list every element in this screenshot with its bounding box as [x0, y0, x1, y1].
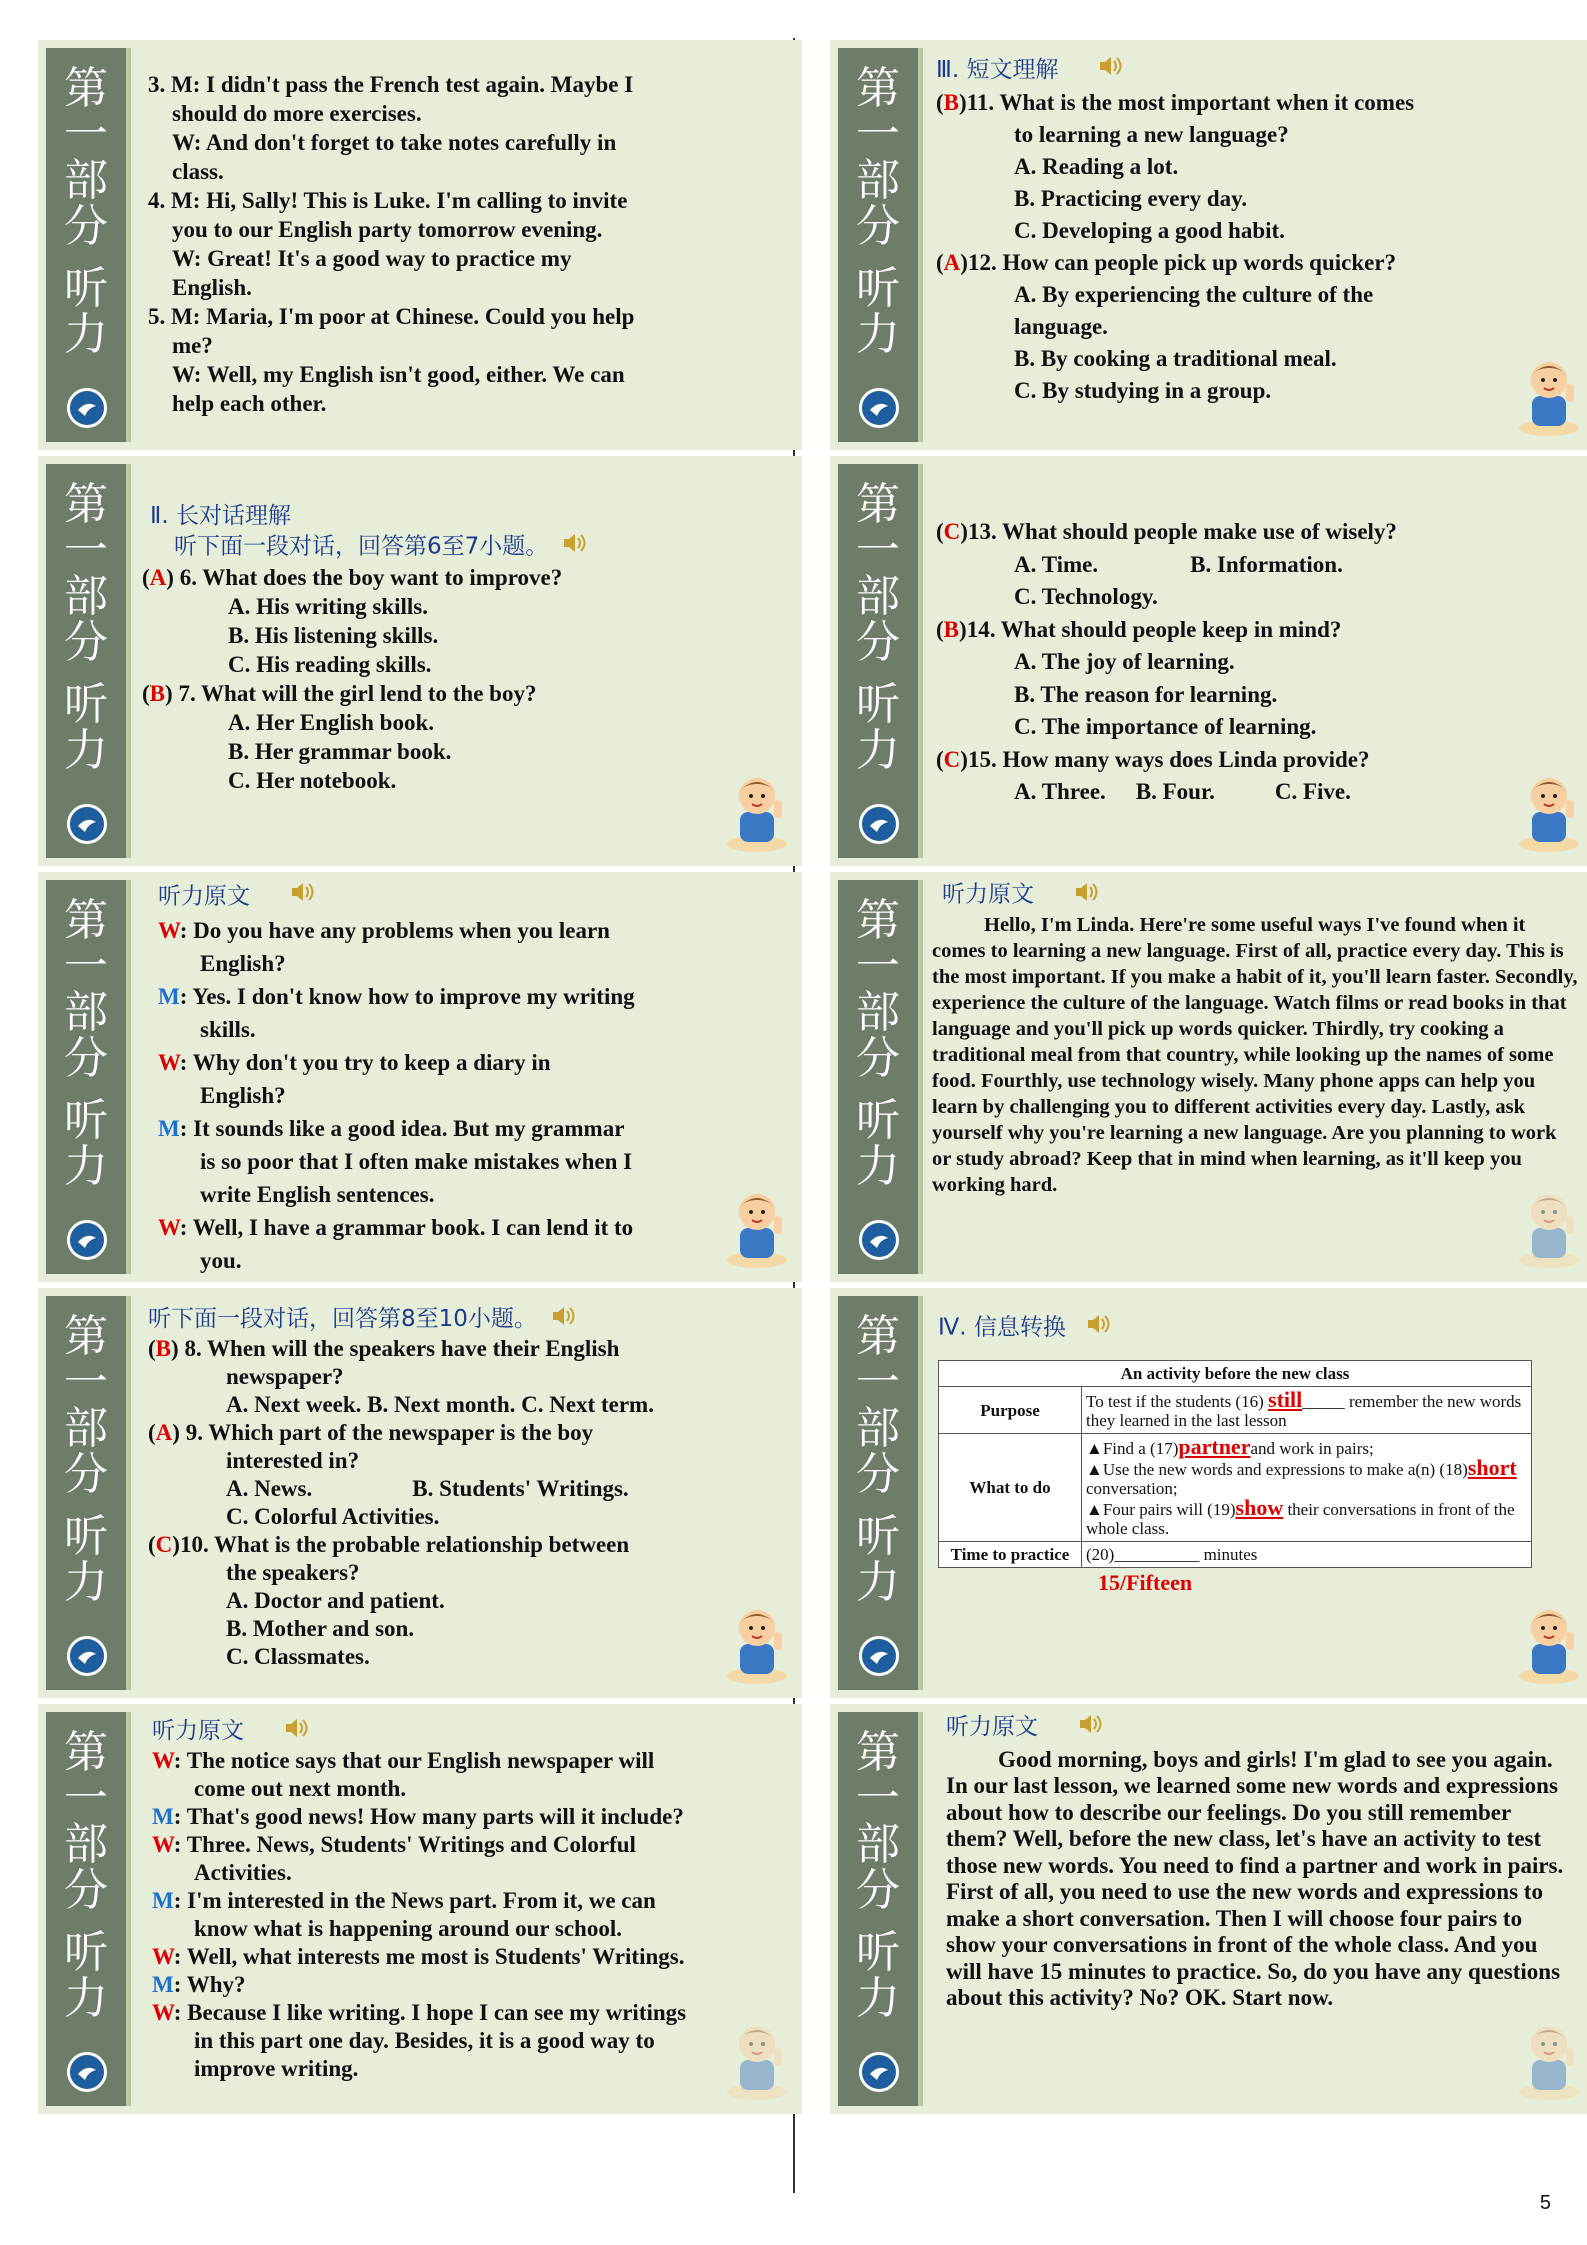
- school-logo-icon: [67, 2052, 107, 2092]
- transcript-paragraph: Hello, I'm Linda. Here're some useful ways I've found when it comes to learning a new language. First of all, practice every day. This is the most important. If you make a habit of it, you'll learn faster. Secondly, experience the culture of the language. Watch films or read books in that language and you'll pick up words quicker. Thirdly, try cooking a traditional meal from that country, while looking up the names of some food. Fourthly, use technology wisely. Many phone apps can help you learn by challenging you to different activities every day. Lastly, ask yourself why you're learning a new language. Are you planning to work or study abroad? Keep that in mind when learning, as it'll keep you working hard.: [932, 914, 1578, 1196]
- cartoon-student-icon: [722, 2014, 792, 2104]
- speaker-icon[interactable]: [290, 880, 316, 914]
- question-11: (B)11. What is the most important when it comes: [936, 90, 1415, 115]
- option: C. Classmates.: [226, 1644, 370, 1669]
- sidebar: [46, 464, 126, 858]
- school-logo-icon: [859, 804, 899, 844]
- option: B. The reason for learning.: [1014, 681, 1278, 707]
- sidebar-title: 第 一 部 分 听 力: [856, 479, 900, 776]
- question-8: (B) 8. When will the speakers have their English: [148, 1336, 620, 1361]
- cartoon-student-icon: [722, 1182, 792, 1272]
- cartoon-student-icon: [1514, 766, 1584, 856]
- dialogue-line: M: Why?: [152, 1972, 246, 1997]
- text-line: help each other.: [172, 391, 327, 416]
- school-logo-icon: [67, 804, 107, 844]
- sidebar-title: 第 一 部 分 听 力: [64, 479, 108, 776]
- question-text: interested in?: [226, 1448, 360, 1473]
- school-logo-icon: [67, 388, 107, 428]
- school-logo-icon: [859, 1636, 899, 1676]
- section-heading: 听力原文: [932, 880, 1580, 910]
- text-line: 3. M: I didn't pass the French test again. Maybe I: [148, 72, 634, 97]
- dialogue-line: W: The notice says that our English newspaper will: [152, 1748, 655, 1773]
- cartoon-student-icon: [1514, 1182, 1584, 1272]
- sidebar-strip: [918, 1712, 923, 2106]
- dialogue-line: English?: [200, 951, 286, 976]
- speaker-icon[interactable]: [1098, 54, 1124, 87]
- answer-18: short: [1467, 1455, 1517, 1480]
- slide-content: [932, 880, 1580, 1272]
- slide-5: [38, 1704, 802, 2114]
- text-line: W: Well, my English isn't good, either. We can: [172, 362, 625, 387]
- option: A. His writing skills.: [228, 594, 429, 619]
- row-label: Time to practice: [939, 1542, 1082, 1568]
- slide-1: [38, 40, 802, 450]
- slide-10: [830, 1704, 1587, 2114]
- section-heading: Ⅳ. 信息转换: [938, 1312, 1576, 1344]
- sidebar: [838, 1296, 918, 1690]
- sidebar-strip: [126, 1296, 131, 1690]
- cartoon-student-icon: [722, 766, 792, 856]
- slide-content: [148, 70, 784, 440]
- dialogue-line: W: Three. News, Students' Writings and Colorful: [152, 1832, 636, 1857]
- option: C. Technology.: [1014, 584, 1158, 609]
- sidebar: [46, 880, 126, 1274]
- option-row: A. Time. B. Information.: [1014, 551, 1343, 577]
- option: B. Mother and son.: [226, 1616, 415, 1641]
- answer-16: still: [1268, 1387, 1303, 1412]
- slide-6: [830, 40, 1587, 450]
- dialogue-line: W: Do you have any problems when you learn: [158, 918, 610, 943]
- question-9: (A) 9. Which part of the newspaper is the boy: [148, 1420, 594, 1445]
- text-line: class.: [172, 159, 224, 184]
- page-number: 5: [1539, 2192, 1551, 2214]
- question-text: newspaper?: [226, 1364, 344, 1389]
- instruction-text: 听下面一段对话，回答第6至7小题。: [150, 531, 784, 563]
- transcript-paragraph: Good morning, boys and girls! I'm glad to see you again. In our last lesson, we learned some new words and expressions about how to describe our feelings. Do you still remember them? Well, before the new class, let's have an activity to test those new words. You need to find a partner and work in pairs. First of all, you need to use the new words and expressions to make a short conversation. Then I will choose four pairs to show your conversations in front of the whole class. And you will have 15 minutes to practice. So, do you have any questions about this activity? No? OK. Start now.: [946, 1746, 1564, 2010]
- dialogue-line: in this part one day. Besides, it is a good way to: [194, 2028, 655, 2053]
- option-row: A. Three. B. Four. C. Five.: [1014, 779, 1351, 804]
- sidebar-strip: [126, 880, 131, 1274]
- dialogue-line: M: I'm interested in the News part. From it, we can: [152, 1888, 656, 1913]
- question-13: (C)13. What should people make use of wisely?: [936, 519, 1397, 544]
- option: A. The joy of learning.: [1014, 649, 1235, 674]
- school-logo-icon: [859, 388, 899, 428]
- school-logo-icon: [859, 1220, 899, 1260]
- sidebar-title: 第 一 部 分 听 力: [856, 895, 900, 1192]
- slide-2: [38, 456, 802, 866]
- dialogue-line: is so poor that I often make mistakes when I: [200, 1149, 633, 1174]
- sidebar-title: 第 一 部 分 听 力: [64, 63, 108, 360]
- slide-content: [938, 1312, 1576, 1688]
- dialogue-line: Activities.: [194, 1860, 292, 1885]
- speaker-icon[interactable]: [562, 531, 588, 563]
- slide-7: [830, 456, 1587, 866]
- sidebar: [838, 1712, 918, 2106]
- option: C. Colorful Activities.: [226, 1504, 440, 1529]
- text-line: you to our English party tomorrow evening.: [172, 217, 603, 242]
- option: C. Her notebook.: [228, 768, 397, 793]
- question-14: (B)14. What should people keep in mind?: [936, 616, 1342, 642]
- cartoon-student-icon: [1514, 2014, 1584, 2104]
- row-label: Purpose: [939, 1387, 1082, 1434]
- sidebar: [838, 880, 918, 1274]
- sidebar-title: 第 一 部 分 听 力: [856, 63, 900, 360]
- speaker-icon[interactable]: [1078, 1712, 1104, 1743]
- option-row: A. News. B. Students' Writings.: [226, 1476, 629, 1501]
- cartoon-student-icon: [1514, 1598, 1584, 1688]
- question-6: (A) 6. What does the boy want to improve?: [142, 565, 563, 590]
- slide-4: [38, 1288, 802, 1698]
- sidebar-strip: [918, 464, 923, 858]
- sidebar-strip: [126, 464, 131, 858]
- slide-content: [936, 516, 1576, 856]
- option: A. Doctor and patient.: [226, 1588, 445, 1613]
- dialogue-line: English?: [200, 1083, 286, 1108]
- dialogue-line: W: Why don't you try to keep a diary in: [158, 1050, 551, 1075]
- table-cell: ▲Find a (17)partnerand work in pairs; ▲Use the new words and expressions to make a(n) (18)short conversation; ▲Four pairs will (19)show their conversations in front of the whole class.: [1082, 1434, 1532, 1542]
- sidebar-strip: [126, 48, 131, 442]
- question-12: (A)12. How can people pick up words quicker?: [936, 250, 1397, 275]
- text-line: English.: [172, 275, 252, 300]
- dialogue-line: M: It sounds like a good idea. But my grammar: [158, 1116, 625, 1141]
- option: B. His listening skills.: [228, 623, 439, 648]
- question-text: the speakers?: [226, 1560, 360, 1585]
- sidebar-title: 第 一 部 分 听 力: [856, 1311, 900, 1608]
- option: B. Her grammar book.: [228, 739, 452, 764]
- section-heading: Ⅲ. 短文理解: [936, 54, 1576, 87]
- answer-19: show: [1235, 1495, 1284, 1520]
- school-logo-icon: [67, 1220, 107, 1260]
- dialogue-line: W: Well, what interests me most is Students' Writings.: [152, 1944, 685, 1969]
- slide-content: [946, 1712, 1568, 2104]
- table-title: An activity before the new class: [939, 1361, 1532, 1387]
- dialogue-line: write English sentences.: [200, 1182, 435, 1207]
- answer-17: partner: [1178, 1434, 1251, 1459]
- question-text: to learning a new language?: [1014, 122, 1289, 147]
- sidebar: [46, 48, 126, 442]
- school-logo-icon: [859, 2052, 899, 2092]
- answer-20: 15/Fifteen: [1098, 1570, 1193, 1595]
- dialogue-line: M: That's good news! How many parts will it include?: [152, 1804, 684, 1829]
- table-cell: To test if the students (16) still_____ remember the new words they learned in the last lesson: [1082, 1387, 1532, 1434]
- sidebar-strip: [918, 880, 923, 1274]
- text-line: me?: [172, 333, 213, 358]
- option: language.: [1014, 314, 1108, 339]
- instruction-text: 听下面一段对话，回答第8至10小题。: [148, 1304, 784, 1335]
- sidebar-title: 第 一 部 分 听 力: [856, 1727, 900, 2024]
- option: B. By cooking a traditional meal.: [1014, 346, 1337, 371]
- sidebar: [46, 1712, 126, 2106]
- slide-content: [936, 54, 1576, 440]
- slide-content: [152, 1716, 784, 2104]
- sidebar: [838, 48, 918, 442]
- text-line: 4. M: Hi, Sally! This is Luke. I'm calling to invite: [148, 188, 628, 213]
- sidebar: [838, 464, 918, 858]
- option: A. Her English book.: [228, 710, 434, 735]
- dialogue-line: W: Well, I have a grammar book. I can lend it to: [158, 1215, 634, 1240]
- dialogue-line: you.: [200, 1248, 242, 1273]
- dialogue-line: W: Because I like writing. I hope I can see my writings: [152, 2000, 687, 2025]
- sidebar: [46, 1296, 126, 1690]
- info-table: [938, 1360, 1532, 1568]
- dialogue-line: M: Yes. I don't know how to improve my writing: [158, 984, 635, 1009]
- dialogue-line: improve writing.: [194, 2056, 359, 2081]
- slide-content: [158, 880, 784, 1272]
- slide-3: [38, 872, 802, 1282]
- question-7: (B) 7. What will the girl lend to the boy?: [142, 681, 537, 706]
- cartoon-student-icon: [1514, 350, 1584, 440]
- text-line: should do more exercises.: [172, 101, 422, 126]
- option: B. Practicing every day.: [1014, 186, 1248, 211]
- dialogue-line: skills.: [200, 1017, 256, 1042]
- option: C. Developing a good habit.: [1014, 218, 1285, 243]
- option: A. By experiencing the culture of the: [1014, 282, 1374, 307]
- text-line: 5. M: Maria, I'm poor at Chinese. Could you help: [148, 304, 635, 329]
- cartoon-student-icon: [722, 1598, 792, 1688]
- speaker-icon[interactable]: [1086, 1312, 1112, 1344]
- section-heading: 听力原文: [152, 1716, 784, 1747]
- speaker-icon[interactable]: [1074, 880, 1100, 910]
- section-heading: Ⅱ. 长对话理解: [150, 503, 291, 529]
- speaker-icon[interactable]: [284, 1716, 310, 1747]
- slide-8: [830, 872, 1587, 1282]
- slide-content: [148, 1304, 784, 1688]
- option: C. The importance of learning.: [1014, 714, 1317, 739]
- question-15: (C)15. How many ways does Linda provide?: [936, 746, 1370, 772]
- row-label: What to do: [939, 1434, 1082, 1542]
- sidebar-title: 第 一 部 分 听 力: [64, 1727, 108, 2024]
- dialogue-line: come out next month.: [194, 1776, 407, 1801]
- option: C. His reading skills.: [228, 652, 432, 677]
- school-logo-icon: [67, 1636, 107, 1676]
- section-heading: 听力原文: [158, 880, 784, 914]
- option: C. By studying in a group.: [1014, 378, 1272, 403]
- option: A. Next week. B. Next month. C. Next term.: [226, 1392, 654, 1417]
- sidebar-strip: [918, 48, 923, 442]
- text-line: W: Great! It's a good way to practice my: [172, 246, 572, 271]
- slide-content: [142, 502, 784, 856]
- sidebar-title: 第 一 部 分 听 力: [64, 1311, 108, 1608]
- table-cell: (20)__________ minutes: [1082, 1542, 1532, 1568]
- sidebar-strip: [126, 1712, 131, 2106]
- sidebar-title: 第 一 部 分 听 力: [64, 895, 108, 1192]
- dialogue-line: know what is happening around our school.: [194, 1916, 622, 1941]
- section-heading: 听力原文: [946, 1712, 1568, 1743]
- speaker-icon[interactable]: [551, 1304, 577, 1335]
- sidebar-strip: [918, 1296, 923, 1690]
- question-10: (C)10. What is the probable relationship between: [148, 1532, 630, 1557]
- slide-9: [830, 1288, 1587, 1698]
- option: A. Reading a lot.: [1014, 154, 1179, 179]
- text-line: W: And don't forget to take notes carefully in: [172, 130, 617, 155]
